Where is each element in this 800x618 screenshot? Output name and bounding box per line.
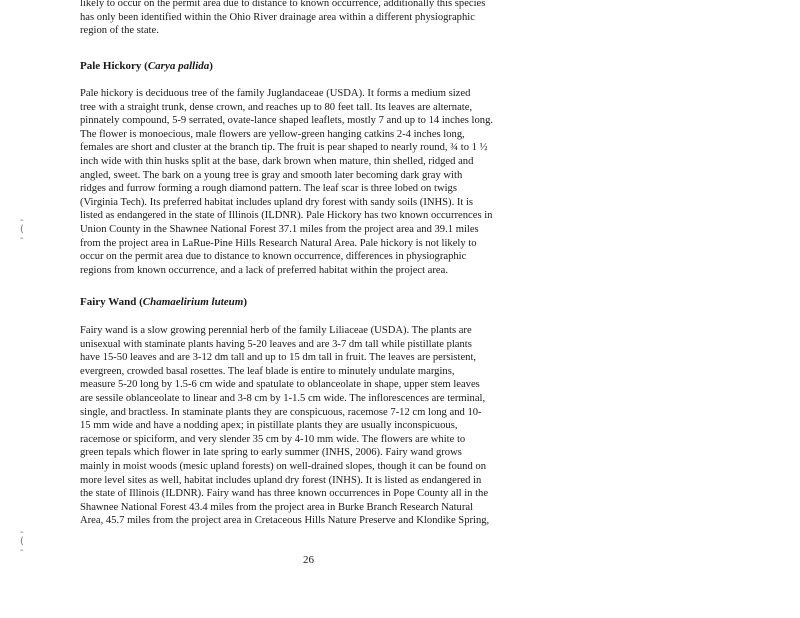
heading-pale-hickory-latin: Carya pallida: [147, 60, 210, 72]
margin-glyph: -: [20, 215, 24, 226]
pale-hickory-line: listed as endangered in the state of Illinois (ILDNR). Pale Hickory has two known occurrences in: [80, 210, 493, 222]
pale-hickory-line: tree with a straight trunk, dense crown, and reaches up to 80 feet tall. Its leaves are alternate,: [80, 101, 473, 113]
fairy-wand-line: more level sites as well, habitat includes upland dry forest (INHS). It is listed as endangered in: [80, 474, 482, 486]
fairy-wand-line: measure 5-20 long by 1.5-6 cm wide and spatulate to oblanceolate in shape, upper stem leaves: [80, 379, 480, 391]
fairy-wand-paragraph: [80, 324, 560, 528]
fairy-wand-line: Fairy wand is a slow growing perennial herb of the family Liliaceae (USDA). The plants are: [80, 325, 472, 336]
fairy-wand-line: 15 mm wide and have a nodding apex; in pistillate plants they are usually inconspicuous,: [80, 420, 458, 432]
intro-line: likely to occur on the permit area due to distance to known occurrence, additionally this species: [80, 0, 486, 9]
pale-hickory-line: from the project area in LaRue-Pine Hills Research Natural Area. Pale hickory is not likely to: [80, 237, 477, 249]
heading-fairy-wand-latin: Chamaelirium luteum: [142, 296, 244, 308]
heading-fairy-wand-close: ): [243, 296, 247, 308]
heading-fairy-wand-common: Fairy Wand (: [80, 296, 143, 308]
fairy-wand-line: the state of Illinois (ILDNR). Fairy wand has three known occurrences in Pope County all in the: [80, 488, 489, 500]
margin-glyph: -: [20, 545, 24, 556]
pale-hickory-line: females are short and cluster at the branch tip. The fruit is pear shaped to nearly round, ¾ to 1 ½: [80, 142, 488, 154]
pale-hickory-line: pinnately compound, 5-9 serrated, ovate-lance shaped leaflets, mostly 7 and up to 14 inches long.: [80, 115, 494, 127]
fairy-wand-line: have 15-50 leaves and are 3-12 dm tall and up to 15 dm tall in fruit. The leaves are persistent,: [80, 352, 477, 364]
fairy-wand-line: are sessile oblanceolate to linear and 3-8 cm by 1-1.5 cm wide. The inflorescences are terminal,: [80, 392, 486, 404]
pale-hickory-line: occur on the permit area due to distance to known occurrence, differences in physiographic: [80, 251, 467, 263]
pale-hickory-line: (Virginia Tech). Its preferred habitat includes upland dry forest with sandy soils (INHS). It is: [80, 196, 474, 208]
fairy-wand-line: Area, 45.7 miles from the project area in Cretaceous Hills Nature Preserve and Klondike Spring,: [80, 515, 490, 527]
fairy-wand-line: evergreen, crowded basal rosettes. The leaf blade is entire to minutely undulate margins,: [80, 365, 455, 377]
fairy-wand-line: racemose or spiciform, and very slender 35 cm by 4-10 mm wide. The flowers are white to: [80, 433, 466, 445]
heading-pale-hickory-close: ): [209, 60, 213, 72]
margin-glyph: -: [20, 527, 24, 538]
page-number: 26: [303, 554, 314, 566]
fairy-wand-line: Shawnee National Forest 43.4 miles from the project area in Burke Branch Research Natural: [80, 501, 474, 513]
heading-fairy-wand: [80, 296, 247, 308]
fairy-wand-line: mainly in moist woods (mesic upland forests) on well-drained slopes, though it can be found on: [80, 460, 487, 472]
pale-hickory-line: ridges and furrow forming a rough diamond pattern. The leaf scar is three lobed on twigs: [80, 183, 457, 195]
heading-pale-hickory: [80, 60, 213, 72]
margin-glyph: (: [20, 224, 24, 235]
pale-hickory-line: inch wide with thin husks split at the base, dark brown when mature, thin shelled, ridged and: [80, 155, 474, 167]
fairy-wand-line: single, and bractless. In staminate plants they are conspicuous, racemose 7-12 cm long and 10-: [80, 406, 482, 418]
pale-hickory-paragraph: [80, 87, 560, 277]
margin-glyph: -: [20, 233, 24, 244]
intro-line: has only been identified within the Ohio River drainage area within a different physiographic: [80, 11, 475, 23]
pale-hickory-line: The flower is monoecious, male flowers are yellow-green hanging catkins 2-4 inches long,: [80, 128, 465, 140]
margin-mark-lower: [20, 528, 24, 555]
pale-hickory-line: Pale hickory is deciduous tree of the family Juglandaceae (USDA). It forms a medium sized: [80, 88, 471, 99]
pale-hickory-line: regions from known occurrence, and a lack of preferred habitat within the project area.: [80, 264, 448, 276]
margin-mark-upper: [20, 216, 24, 243]
heading-pale-hickory-common: Pale Hickory (: [80, 60, 148, 72]
pale-hickory-line: angled, sweet. The bark on a young tree is gray and smooth later becoming dark gray with: [80, 169, 463, 181]
fairy-wand-line: unisexual with staminate plants having 5-20 leaves and are 3-7 dm tall while pistillate plants: [80, 338, 472, 350]
margin-glyph: (: [20, 536, 24, 547]
fairy-wand-line: green tepals which flower in late spring to early summer (INHS, 2006). Fairy wand grows: [80, 447, 462, 459]
intro-paragraph: [80, 0, 560, 38]
pale-hickory-line: Union County in the Shawnee National Forest 37.1 miles from the project area and 39.1 miles: [80, 223, 479, 235]
intro-line: region of the state.: [80, 25, 159, 37]
